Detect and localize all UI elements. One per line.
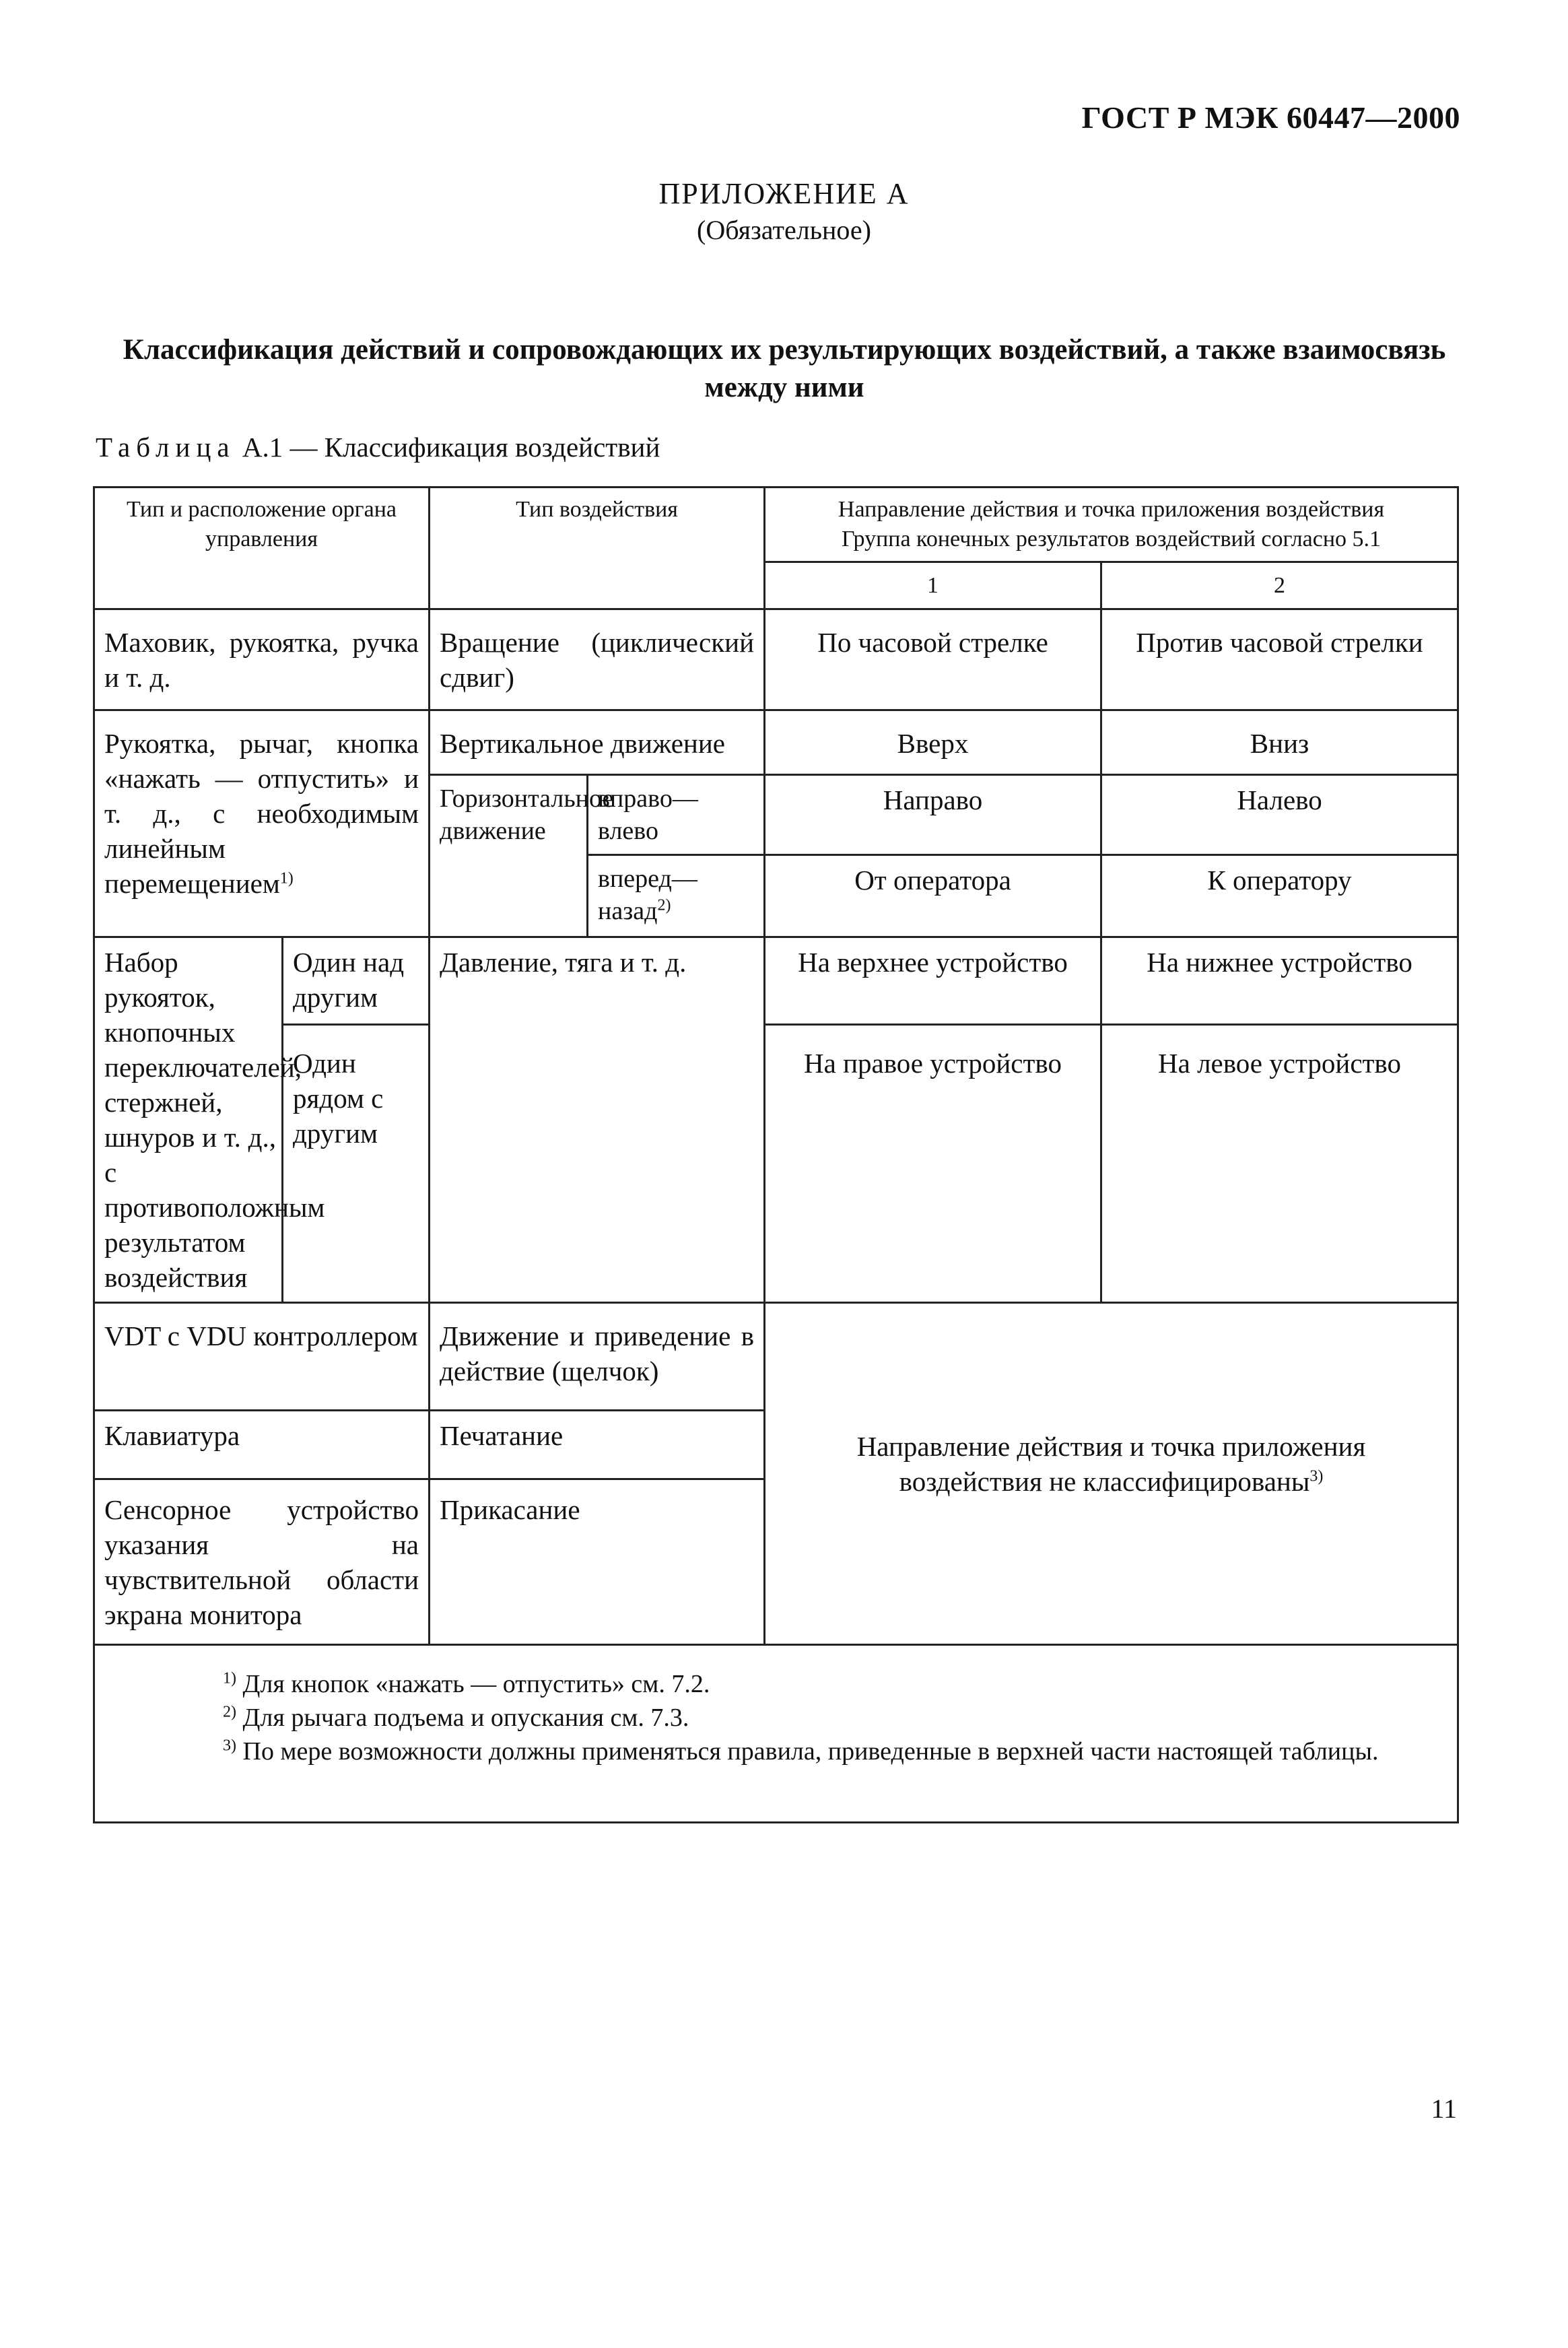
footnote-3	[135, 1735, 1417, 1768]
footnote-2	[135, 1701, 1417, 1735]
footnote-2-text: Для рычага подъема и опускания см. 7.3.	[242, 1704, 689, 1732]
row4-not-classified-footnote-mark: 3)	[1309, 1467, 1324, 1485]
row2-lr-group2: Налево	[1101, 775, 1458, 855]
footnote-1	[135, 1667, 1417, 1701]
footnote-2-mark: 2)	[223, 1703, 236, 1721]
header-group-2: 2	[1101, 562, 1458, 609]
row4-touch-action: Прикасание	[430, 1479, 765, 1645]
document-code: ГОСТ Р МЭК 60447—2000	[1081, 100, 1460, 135]
table-row	[94, 937, 1458, 1025]
table-row	[94, 710, 1458, 775]
header-control-type: Тип и расположение органа управления	[94, 488, 430, 609]
page-number: 11	[1431, 2093, 1457, 2124]
row1-group1: По часовой стрелке	[765, 609, 1101, 710]
row3-beside: Один рядом с другим	[283, 1024, 430, 1302]
row1-action: Вращение (циклический сдвиг)	[430, 609, 765, 710]
row4-not-classified-text: Направление действия и точка приложения воздействия не классифицированы	[856, 1430, 1366, 1497]
row4-vdt: VDT с VDU контроллером	[94, 1303, 430, 1411]
row1-control: Маховик, рукоятка, ручка и т. д.	[94, 609, 430, 710]
classification-table	[93, 486, 1459, 1823]
row2-vertical-group2: Вниз	[1101, 710, 1458, 775]
row4-not-classified	[765, 1303, 1458, 1645]
row4-vdt-action: Движение и приведение в действие (щелчок)	[430, 1303, 765, 1411]
footnote-3-text: По мере возможности должны применяться правила, приведенные в верхней части настоящей таблицы.	[242, 1737, 1379, 1766]
table-header-row	[94, 488, 1458, 562]
table-row	[94, 609, 1458, 710]
row3-above: Один над другим	[283, 937, 430, 1025]
footnote-3-mark: 3)	[223, 1737, 236, 1755]
row4-keyboard: Клавиатура	[94, 1411, 430, 1479]
header-group-1: 1	[765, 562, 1101, 609]
footnote-1-mark: 1)	[223, 1669, 236, 1687]
row3-action: Давление, тяга и т. д.	[430, 937, 765, 1303]
section-heading	[94, 331, 1474, 407]
table-footnotes-row	[94, 1645, 1458, 1823]
table-caption-label: Таблица	[96, 432, 236, 463]
row2-vertical: Вертикальное движение	[430, 710, 765, 775]
row2-lr-group1: Направо	[765, 775, 1101, 855]
row3-control: Набор рукояток, кнопочных переключателей, стержней, шнуров и т. д., с противоположным результатом воздействия	[94, 937, 283, 1303]
row2-control-text: Рукоятка, рычаг, кнопка «нажать — отпустить» и т. д., с необходимым линейным перемещением	[104, 728, 419, 899]
row2-control	[94, 710, 430, 937]
row2-fb-group1: От оператора	[765, 855, 1101, 937]
row1-group2: Против часовой стрелки	[1101, 609, 1458, 710]
table-caption-text: А.1 — Классификация воздействий	[242, 432, 660, 463]
row4-keyboard-action: Печатание	[430, 1411, 765, 1479]
heading-line-1: Классификация действий и сопровождающих их результирующих воздействий, а также взаимосвязь	[123, 334, 1446, 366]
footnote-1-text: Для кнопок «нажать — отпустить» см. 7.2.	[242, 1670, 710, 1698]
annex-title: ПРИЛОЖЕНИЕ А	[658, 177, 910, 210]
header-direction-line-2: Группа конечных результатов воздействий согласно 5.1	[842, 527, 1382, 551]
row2-horizontal: Горизонтальное движение	[430, 775, 588, 937]
row3-above-group1: На верхнее устройство	[765, 937, 1101, 1025]
row2-control-footnote-mark: 1)	[279, 869, 294, 887]
header-direction-line-1: Направление действия и точка приложения воздействия	[838, 497, 1385, 522]
row2-forward-back-footnote-mark: 2)	[657, 896, 671, 914]
annex-subtitle: (Обязательное)	[697, 215, 871, 245]
row3-beside-group2: На левое устройство	[1101, 1024, 1458, 1302]
row2-left-right: вправо— влево	[588, 775, 765, 855]
table-caption	[96, 431, 660, 463]
row3-above-group2: На нижнее устройство	[1101, 937, 1458, 1025]
header-action-type: Тип воздействия	[430, 488, 765, 609]
row2-forward-back	[588, 855, 765, 937]
table-footnotes	[94, 1645, 1458, 1823]
table-row	[94, 1303, 1458, 1411]
row2-fb-group2: К оператору	[1101, 855, 1458, 937]
heading-line-2: между ними	[704, 372, 864, 403]
table-row	[94, 1024, 1458, 1302]
row3-beside-group1: На правое устройство	[765, 1024, 1101, 1302]
header-direction	[765, 488, 1458, 562]
row2-forward-back-text: вперед— назад	[598, 865, 697, 925]
row4-touch: Сенсорное устройство указания на чувствительной области экрана монитора	[94, 1479, 430, 1645]
row2-vertical-group1: Вверх	[765, 710, 1101, 775]
